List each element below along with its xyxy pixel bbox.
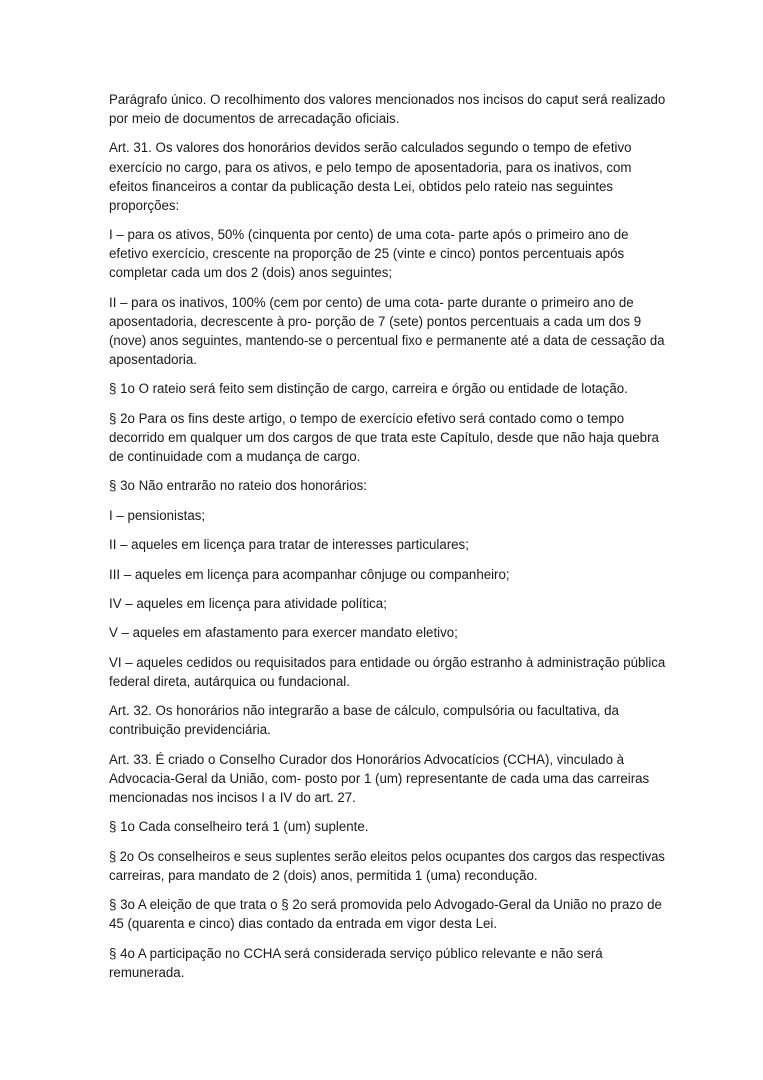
document-page <box>109 90 669 992</box>
text-line: § 2o Os conselheiros e seus suplentes serão eleitos pelos ocupantes dos cargos das respectivas <box>109 848 665 864</box>
text-line: I – pensionistas; <box>109 507 206 523</box>
text-line: § 2o Para os fins deste artigo, o tempo de exercício efetivo será contado como o tempo <box>109 410 625 426</box>
text-line: carreiras, para mandato de 2 (dois) anos, permitida 1 (uma) recondução. <box>109 867 538 883</box>
text-line: contribuição previdenciária. <box>109 722 271 738</box>
text-line: II – para os inativos, 100% (cem por cento) de uma cota- parte durante o primeiro ano de <box>109 294 634 310</box>
paragraph <box>109 90 669 128</box>
paragraph <box>109 379 669 398</box>
text-line: IV – aqueles em licença para atividade política; <box>109 595 387 611</box>
paragraph <box>109 565 669 584</box>
paragraph <box>109 506 669 525</box>
text-line: II – aqueles em licença para tratar de interesses particulares; <box>109 537 469 553</box>
paragraph <box>109 225 669 282</box>
paragraph <box>109 594 669 613</box>
paragraph <box>109 138 669 214</box>
text-line: § 1o Cada conselheiro terá 1 (um) suplente. <box>109 819 369 835</box>
text-line: completar cada um dos 2 (dois) anos seguintes; <box>109 265 393 281</box>
text-line: I – para os ativos, 50% (cinquenta por cento) de uma cota- parte após o primeiro ano de <box>109 227 629 243</box>
paragraph <box>109 409 669 466</box>
text-line: § 4o A participação no CCHA será considerada serviço público relevante e não será <box>109 945 603 961</box>
text-line: federal direta, autárquica ou fundacional. <box>109 673 350 689</box>
paragraph <box>109 944 669 982</box>
text-line: por meio de documentos de arrecadação oficiais. <box>109 111 400 127</box>
text-line: § 3o A eleição de que trata o § 2o será promovida pelo Advogado-Geral da União no prazo de <box>109 897 662 913</box>
text-line: de continuidade com a mudança de cargo. <box>109 448 361 464</box>
paragraph <box>109 293 669 369</box>
text-line: Art. 31. Os valores dos honorários devidos serão calculados segundo o tempo de efetivo <box>109 140 632 156</box>
paragraph <box>109 653 669 691</box>
text-line: efetivo exercício, crescente na proporção de 25 (vinte e cinco) pontos percentuais após <box>109 246 625 262</box>
text-line: efeitos financeiros a contar da publicação desta Lei, obtidos pelo rateio nas seguintes <box>109 178 614 194</box>
text-line: 45 (quarenta e cinco) dias contado da entrada em vigor desta Lei. <box>109 916 498 932</box>
text-line: Parágrafo único. O recolhimento dos valores mencionados nos incisos do caput será realizado <box>109 92 666 107</box>
text-line: III – aqueles em licença para acompanhar cônjuge ou companheiro; <box>109 566 510 582</box>
text-line: V – aqueles em afastamento para exercer mandato eletivo; <box>109 625 458 641</box>
text-line: exercício no cargo, para os ativos, e pelo tempo de aposentadoria, para os inativos, com <box>109 159 632 175</box>
paragraph <box>109 623 669 642</box>
text-line: mencionadas nos incisos I a IV do art. 27. <box>109 789 356 805</box>
text-line: remunerada. <box>109 964 185 980</box>
paragraph <box>109 817 669 836</box>
text-line: VI – aqueles cedidos ou requisitados para entidade ou órgão estranho à administração pública <box>109 654 666 670</box>
text-line: proporções: <box>109 197 180 213</box>
paragraph <box>109 895 669 933</box>
text-line: aposentadoria, decrescente à pro- porção de 7 (sete) pontos percentuais a cada um dos 9 <box>109 313 642 329</box>
paragraph <box>109 476 669 495</box>
paragraph <box>109 535 669 554</box>
text-line: § 1o O rateio será feito sem distinção de cargo, carreira e órgão ou entidade de lotação. <box>109 381 628 397</box>
paragraph <box>109 847 669 885</box>
text-line: Art. 32. Os honorários não integrarão a base de cálculo, compulsória ou facultativa, da <box>109 703 619 719</box>
paragraph <box>109 701 669 739</box>
text-line: (nove) anos seguintes, mantendo-se o percentual fixo e permanente até a data de cessação da <box>109 332 665 348</box>
text-line: Advocacia-Geral da União, com- posto por 1 (um) representante de cada uma das carreiras <box>109 770 650 786</box>
text-line: decorrido em qualquer um dos cargos de que trata este Capítulo, desde que não haja quebra <box>109 429 659 445</box>
text-line: aposentadoria. <box>109 352 197 368</box>
text-line: Art. 33. É criado o Conselho Curador dos Honorários Advocatícios (CCHA), vinculado à <box>109 751 625 767</box>
text-line: § 3o Não entrarão no rateio dos honorários: <box>109 478 367 494</box>
paragraph <box>109 750 669 807</box>
